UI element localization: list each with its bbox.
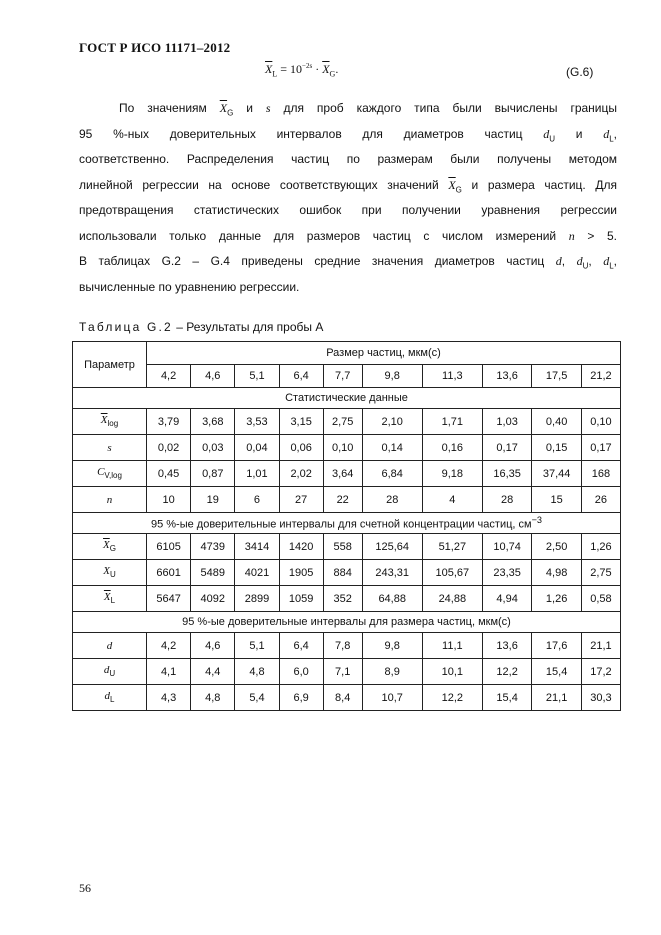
value-cell: 28: [362, 487, 422, 513]
value-cell: 0,10: [581, 409, 620, 435]
equation-number: (G.6): [566, 65, 594, 79]
value-cell: 6: [235, 487, 279, 513]
value-cell: 8,9: [362, 659, 422, 685]
value-cell: 27: [279, 487, 323, 513]
param-subscript: U: [109, 570, 116, 580]
param-subscript: L: [110, 695, 115, 705]
value-cell: 4,6: [191, 633, 235, 659]
value-cell: 6,4: [279, 633, 323, 659]
table-row: [73, 409, 621, 435]
value-cell: 0,17: [581, 435, 620, 461]
value-cell: 4739: [191, 534, 235, 560]
para-line-4: линейной регрессии на основе соответствующих значений $\overline{X}_G$ и размера частиц. Для: [79, 177, 617, 194]
param-symbol: C: [97, 466, 105, 479]
value-cell: 51,27: [422, 534, 482, 560]
value-cell: 105,67: [422, 560, 482, 586]
table-row: [73, 487, 621, 513]
value-cell: 12,2: [482, 659, 531, 685]
value-cell: 4,8: [191, 685, 235, 711]
size-cell: 21,2: [581, 365, 620, 388]
value-cell: 0,58: [581, 586, 620, 612]
value-cell: 0,87: [191, 461, 235, 487]
value-cell: 17,6: [532, 633, 581, 659]
value-cell: 6,9: [279, 685, 323, 711]
value-cell: 5647: [147, 586, 191, 612]
param-subscript: log: [107, 419, 119, 429]
table-header-row: [73, 342, 621, 365]
value-cell: 22: [323, 487, 362, 513]
value-cell: 3,68: [191, 409, 235, 435]
value-cell: 2,75: [581, 560, 620, 586]
value-cell: 16,35: [482, 461, 531, 487]
param-cell: [73, 659, 147, 685]
para-line-7: В таблицах G.2 – G.4 приведены средние значения диаметров частиц d, $d_U$, $d_L$,: [79, 254, 618, 271]
table-caption-text: – Результаты для пробы А: [172, 320, 324, 334]
value-cell: 3,15: [279, 409, 323, 435]
value-cell: 28: [482, 487, 531, 513]
size-header: Размер частиц, мкм(с): [147, 342, 621, 365]
para-line-8: вычисленные по уравнению регрессии.: [79, 279, 300, 294]
section-text: 95 %-ые доверительные интервалы для размера частиц, мкм(с): [182, 616, 511, 628]
page-number: 56: [79, 881, 91, 895]
value-cell: 21,1: [532, 685, 581, 711]
value-cell: 9,8: [362, 633, 422, 659]
value-cell: 0,45: [147, 461, 191, 487]
para-line-5: предотвращения статистических ошибок при получении уравнения регрессии: [79, 203, 617, 217]
value-cell: 1,01: [235, 461, 279, 487]
value-cell: 2,75: [323, 409, 362, 435]
value-cell: 0,40: [532, 409, 581, 435]
value-cell: 5,4: [235, 685, 279, 711]
param-subscript: L: [110, 596, 116, 606]
section-text: Статистические данные: [285, 392, 408, 404]
table-row: [73, 435, 621, 461]
value-cell: 30,3: [581, 685, 620, 711]
formula-dot: ·: [312, 62, 323, 76]
value-cell: 5,1: [235, 633, 279, 659]
value-cell: 15,4: [532, 659, 581, 685]
value-cell: 9,18: [422, 461, 482, 487]
value-cell: 15,4: [482, 685, 531, 711]
formula-lhs-sub: L: [272, 69, 278, 79]
size-cell: 6,4: [279, 365, 323, 388]
value-cell: 1,03: [482, 409, 531, 435]
value-cell: 1,71: [422, 409, 482, 435]
value-cell: 15: [532, 487, 581, 513]
value-cell: 21,1: [581, 633, 620, 659]
value-cell: 168: [581, 461, 620, 487]
value-cell: 0,06: [279, 435, 323, 461]
formula-g6: [265, 62, 338, 78]
param-cell: [73, 534, 147, 560]
param-cell: [73, 409, 147, 435]
table-row: [73, 534, 621, 560]
value-cell: 7,8: [323, 633, 362, 659]
table-caption: [79, 320, 323, 334]
section-row: [73, 388, 621, 409]
formula-end: .: [335, 62, 339, 76]
value-cell: 2,02: [279, 461, 323, 487]
value-cell: 2,10: [362, 409, 422, 435]
table-caption-prefix: Таблица G.2: [79, 320, 173, 334]
value-cell: 6,0: [279, 659, 323, 685]
size-cell: 17,5: [532, 365, 581, 388]
value-cell: 19: [191, 487, 235, 513]
value-cell: 8,4: [323, 685, 362, 711]
param-symbol: d: [106, 639, 113, 652]
param-cell: [73, 435, 147, 461]
formula-eq: = 10: [277, 62, 303, 76]
param-symbol: d: [103, 664, 110, 677]
value-cell: 6601: [147, 560, 191, 586]
section-title: [73, 612, 621, 633]
value-cell: 6105: [147, 534, 191, 560]
value-cell: 4021: [235, 560, 279, 586]
value-cell: 558: [323, 534, 362, 560]
section-sup: −3: [531, 515, 543, 526]
standard-header: ГОСТ Р ИСО 11171–2012: [79, 40, 231, 55]
table-row: [73, 685, 621, 711]
table-row: [73, 633, 621, 659]
value-cell: 4,8: [235, 659, 279, 685]
value-cell: 64,88: [362, 586, 422, 612]
value-cell: 10: [147, 487, 191, 513]
size-cell: 11,3: [422, 365, 482, 388]
body-paragraph: [79, 96, 617, 300]
value-cell: 0,16: [422, 435, 482, 461]
value-cell: 0,10: [323, 435, 362, 461]
value-cell: 125,64: [362, 534, 422, 560]
param-symbol: $\overline{X}$: [100, 414, 108, 427]
value-cell: 2,50: [532, 534, 581, 560]
param-cell: [73, 487, 147, 513]
value-cell: 10,74: [482, 534, 531, 560]
value-cell: 4092: [191, 586, 235, 612]
size-cell: 13,6: [482, 365, 531, 388]
param-symbol: d: [104, 690, 111, 703]
param-cell: [73, 685, 147, 711]
param-cell: [73, 633, 147, 659]
value-cell: 24,88: [422, 586, 482, 612]
size-cell: 7,7: [323, 365, 362, 388]
value-cell: 3,64: [323, 461, 362, 487]
param-symbol: $\overline{X}$: [103, 591, 111, 604]
param-header: Параметр: [73, 342, 147, 388]
formula-rhs-sub: G: [329, 69, 336, 79]
size-cell: 5,1: [235, 365, 279, 388]
param-cell: [73, 560, 147, 586]
results-table: [72, 341, 621, 711]
value-cell: 0,17: [482, 435, 531, 461]
section-title: [73, 513, 621, 534]
param-subscript: U: [109, 669, 116, 679]
value-cell: 5489: [191, 560, 235, 586]
size-cell: 9,8: [362, 365, 422, 388]
value-cell: 37,44: [532, 461, 581, 487]
value-cell: 1059: [279, 586, 323, 612]
size-cell: 4,6: [191, 365, 235, 388]
param-subscript: G: [109, 544, 116, 554]
table-row: [73, 659, 621, 685]
value-cell: 1905: [279, 560, 323, 586]
value-cell: 4,2: [147, 633, 191, 659]
value-cell: 23,35: [482, 560, 531, 586]
table-row: [73, 560, 621, 586]
value-cell: 352: [323, 586, 362, 612]
param-symbol: $\overline{X}$: [103, 539, 110, 552]
value-cell: 26: [581, 487, 620, 513]
section-row: [73, 612, 621, 633]
value-cell: 10,1: [422, 659, 482, 685]
value-cell: 0,15: [532, 435, 581, 461]
value-cell: 0,03: [191, 435, 235, 461]
value-cell: 6,84: [362, 461, 422, 487]
value-cell: 4,98: [532, 560, 581, 586]
sizes-row: [73, 365, 621, 388]
value-cell: 4: [422, 487, 482, 513]
value-cell: 2899: [235, 586, 279, 612]
value-cell: 3,79: [147, 409, 191, 435]
param-cell: [73, 461, 147, 487]
value-cell: 3414: [235, 534, 279, 560]
section-title: [73, 388, 621, 409]
para-line-6: использовали только данные для размеров частиц с числом измерений n > 5.: [79, 228, 617, 243]
param-symbol: X: [103, 565, 110, 578]
para-line-1: По значениям $\overline{X}_G$ и s для проб каждого типа были вычислены границы: [119, 101, 617, 118]
size-cell: 4,2: [147, 365, 191, 388]
value-cell: 11,1: [422, 633, 482, 659]
formula-lhs: $\overline{X}$: [265, 62, 273, 76]
param-symbol: n: [106, 493, 113, 506]
param-symbol: s: [107, 441, 112, 454]
value-cell: 13,6: [482, 633, 531, 659]
value-cell: 0,04: [235, 435, 279, 461]
table-row: [73, 461, 621, 487]
value-cell: 4,3: [147, 685, 191, 711]
value-cell: 3,53: [235, 409, 279, 435]
value-cell: 1,26: [581, 534, 620, 560]
formula-exp: −2s: [302, 62, 313, 70]
value-cell: 4,94: [482, 586, 531, 612]
value-cell: 1420: [279, 534, 323, 560]
value-cell: 4,4: [191, 659, 235, 685]
value-cell: 10,7: [362, 685, 422, 711]
value-cell: 0,02: [147, 435, 191, 461]
value-cell: 0,14: [362, 435, 422, 461]
section-row: [73, 513, 621, 534]
para-line-2: 95 %-ных доверительных интервалов для диаметров частиц $d_U$ и $d_L$,: [79, 126, 617, 143]
value-cell: 4,1: [147, 659, 191, 685]
value-cell: 884: [323, 560, 362, 586]
param-cell: [73, 586, 147, 612]
value-cell: 243,31: [362, 560, 422, 586]
value-cell: 17,2: [581, 659, 620, 685]
para-line-3: соответственно. Распределения частиц по размерам были получены методом: [79, 152, 617, 166]
value-cell: 12,2: [422, 685, 482, 711]
table-row: [73, 586, 621, 612]
value-cell: 1,26: [532, 586, 581, 612]
formula-rhs: $\overline{X}$: [322, 62, 330, 76]
section-text: 95 %-ые доверительные интервалы для счетной концентрации частиц, см: [150, 518, 532, 531]
value-cell: 7,1: [323, 659, 362, 685]
param-subscript: V,log: [104, 471, 122, 481]
